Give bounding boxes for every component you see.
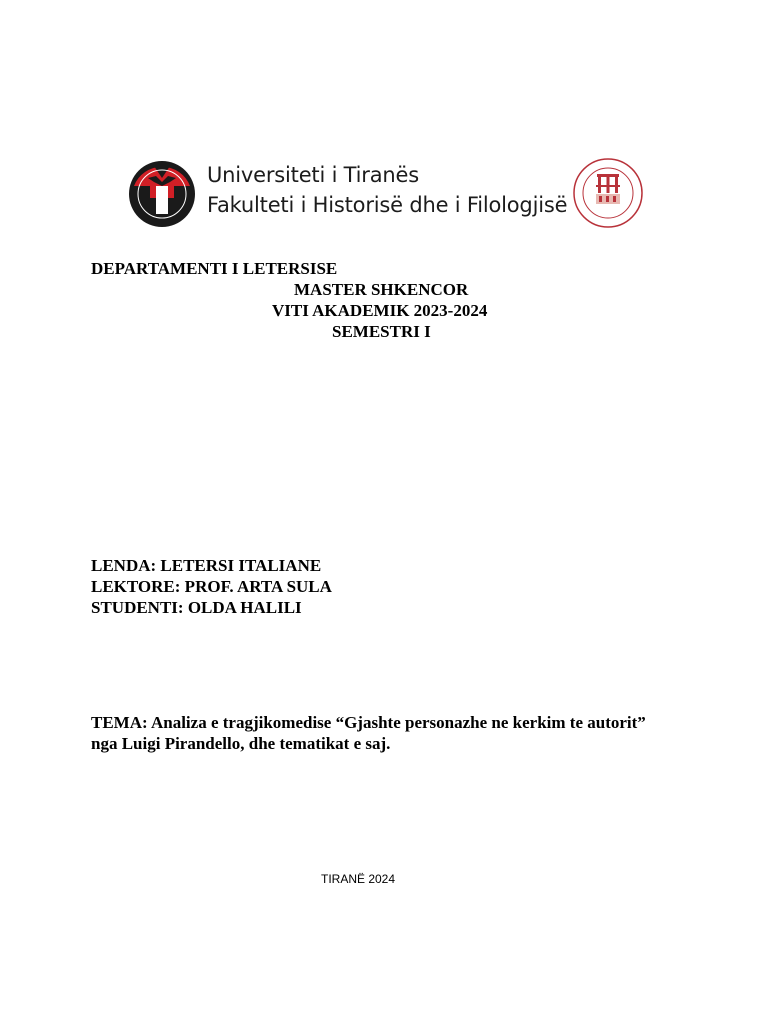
lecturer: LEKTORE: PROF. ARTA SULA	[91, 577, 332, 596]
subject: LENDA: LETERSI ITALIANE	[91, 556, 322, 575]
topic-line-2: nga Luigi Pirandello, dhe tematikat e saj.	[91, 734, 391, 753]
institution-heading	[207, 160, 567, 220]
student: STUDENTI: OLDA HALILI	[91, 598, 302, 617]
university-logo	[128, 156, 196, 230]
faculty-name: Fakulteti i Historisë dhe i Filologjisë	[207, 193, 568, 217]
university-name: Universiteti i Tiranës	[207, 163, 419, 187]
topic-line-1: TEMA: Analiza e tragjikomedise “Gjashte personazhe ne kerkim te autorit”	[91, 713, 646, 732]
program-name: MASTER SHKENCOR	[294, 280, 469, 299]
academic-year: VITI AKADEMIK 2023-2024	[272, 301, 488, 320]
semester: SEMESTRI I	[332, 322, 431, 341]
place-year: TIRANË 2024	[321, 872, 396, 886]
department-name: DEPARTAMENTI I LETERSISE	[91, 259, 338, 278]
faculty-seal	[572, 156, 644, 230]
